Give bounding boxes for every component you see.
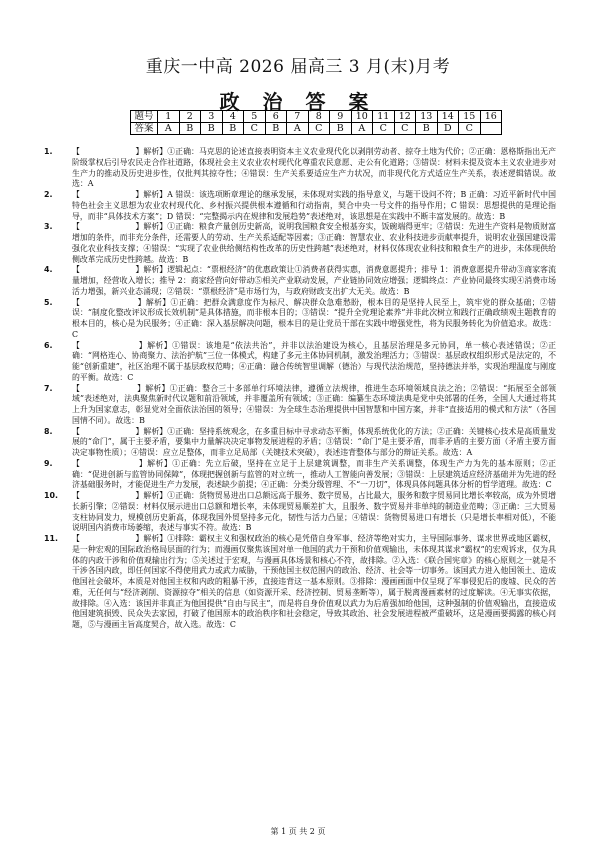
answer-cell: A <box>351 123 373 135</box>
explanation-text: 【 】解析】A 错误：该选项断章理论的继承发展，未体现对实践的指导意义，与题干设问不符；B 正确：习近平新时代中国特色社会主义思想为农业农村现代化、乡村振兴提供根本遵循和行动指南，契合中央一号文件的指导作用；C 错误：思想提供的是理论指导，而非“具体技术方案”；D 错误：“完整揭示内在规律和发展趋势”表述绝对，该思想是在实践中不断丰富发展的。故选：B <box>72 190 556 221</box>
question-number-cell: 2 <box>179 111 201 123</box>
question-number: 4. <box>44 265 53 275</box>
question-number-cell: 4 <box>222 111 244 123</box>
page-title: 重庆一中高 2026 届高三 3 月(末)月考 <box>145 57 451 77</box>
explanation-text: 【 】解析】①错误：该地是“依法共治”，并非以法治建设为核心，且基层治理是多元协同，单一核心表述错误；②正确：“网格连心、协商聚力、法治护航”三位一体模式，构建了多元主体协同机制，激发治理活力；③错误：基层政权组织形式是法定的，不能“创新重建”，社区治理不属于基层政权范畴；④正确：融合传统智里调解（德治）与现代法治规范，坚持德法并举，实现治理温度与刚度的平衡。故选：C <box>72 340 556 382</box>
question-number-cell: 6 <box>265 111 287 123</box>
answer-cell: A <box>158 123 180 135</box>
explanation-text: 【 】解析】①正确：马克思的论述直接表明资本主义农业现代化以剥削劳动者、掠夺土地为代价；②正确：恩格斯指出无产阶级掌权后引导农民走合作社道路，体现社会主义农业农村现代化尊重农民意愿、走公有化道路；③错误：材料未提及资本主义农业进步对生产力的推动及历史进步性，仅批判其掠夺性；④错误：生产关系要适应生产力状况，而非现代化方式适应生产关系，表述逻辑错误。故选：A <box>72 147 556 189</box>
answer-table-label: 答案 <box>131 123 158 135</box>
question-explanation-5 <box>44 298 556 341</box>
question-explanation-6 <box>44 341 556 384</box>
question-explanation-11 <box>44 534 556 631</box>
explanation-text: 【 】解析】①正确：整合三十多部单行环境法律，遵循立法规律，推进生态环境领域良法之治；②错误：“拓展至全部领域”表述绝对，法典聚焦新时代议题和前沿领域，并非覆盖所有领域；③正确：编纂生态环境法典是党中央部署的任务，全国人大通过将其上升为国家意志，彰显党对全面依法治国的领导；④错误：为全球生态治理提供中国智慧和中国方案，并非“直接适用的模式和方法”（各国国情不同）。故选：B <box>72 383 556 425</box>
question-number-cell: 11 <box>373 111 395 123</box>
explanation-text: 【 】解析】①正确：把群众满意度作为标尺、解决群众急难愁盼，根本目的是坚持人民至上，筑牢党的群众基础；②错误：“制度化整改评议形成长效机制”是具体措施，而非根本目的；③错误：“提升全党理论素养”并非此次树立和践行正确政绩观主题教育的根本目的，核心是为民服务；④正确：深入基层解决问题，根本目的是让党员干部在实践中增强党性，将为民服务转化为价值追求。故选：C <box>72 297 556 339</box>
question-explanation-7 <box>44 384 556 427</box>
question-number-cell: 10 <box>351 111 373 123</box>
question-number: 2. <box>44 190 53 199</box>
answer-cell: C <box>308 123 330 135</box>
answer-cell: C <box>244 123 266 135</box>
question-number-cell: 5 <box>244 111 266 123</box>
explanation-text: 【 】解析】①排除：霸权主义和强权政治的核心是凭借自身军事、经济等绝对实力，主导国际事务、谋求世界或地区霸权，是一种宏观的国际政治格局层面的行为；而漫画仅聚焦该国对单一他国的武力干预和价值观输出，未体现其谋求“霸权”的宏观诉求，仅为具体的内政干涉和价值观输出行为；⑤关述过于宏观，与漫画具体场景和核心不符，故排除。②入选：《联合国宪章》的核心原则之一就是不干涉各国内政，即任何国家不得使用武力或武力威胁，干预他国主权范围内的政治、经济、社会等一切事务。该国武力进入他国领土、造成他国社会破坏，本质是对他国主权和内政的粗暴干涉，直接违背这一基本原则。③排除：漫画画面中仅呈现了军事侵犯后的废墟、民众的苦难，无任何与“经济剥削、资源掠夺”相关的信息（如资源开采、经济控制、贸易垄断等），属于脱离漫画素材的过度解读。④无事实依据，故排除。④入选：该国并非真正为他国提供“自由与民主”，而是将自身价值观以武力为后盾强加给他国，这种强制的价值观输出，直接造成他国建筑损毁、民众失去家园，打破了他国原本的政治秩序和社会稳定，导致其政治、社会发展进程被严重破坏，这是漫画要揭露的核心问题，⑤与漫画主旨高度契合，故入选。故选：C <box>72 534 556 629</box>
question-number-cell: 14 <box>437 111 459 123</box>
question-number-cell: 13 <box>416 111 438 123</box>
question-number-cell: 15 <box>459 111 481 123</box>
question-number-cell: 8 <box>308 111 330 123</box>
answer-cell: C <box>373 123 395 135</box>
explanation-text: 【 】解析】逻辑起点：“票根经济”的优惠政策让①消费者获得实惠，消费意愿提升；排导 1：消费意愿提升带动③商家客流量增加，经营收入增长；推导 2：商家经营向好带动⑤相关产业联动发展，产业链协同效应增强；逻辑终点：产业协同最终实现④消费市场活力增强，新兴业态涌现；②错误：“票根经济”是市场行为，与政府财政支出扩大无关。故选：B <box>72 265 556 296</box>
question-number: 5. <box>44 297 53 307</box>
answer-table-label: 题号 <box>131 111 158 123</box>
answer-explanations <box>44 147 556 631</box>
answer-cell: B <box>330 123 352 135</box>
answer-table-answers-row <box>131 123 502 135</box>
subject-title: 政 治 答 案 <box>219 90 377 114</box>
question-explanation-9 <box>44 459 556 491</box>
explanation-text: 【 】解析】①正确：先立后破，坚持在立足于上层建筑调整，而非生产关系调整，体现生产力为先的基本原则；②正确：“促进创新与监管协同保障”，体现把握创新与监管的对立统一，推动人工智能向善发展；③错误：上层建筑适应经济基础并为先进的经济基础服务时，才能促进生产力发展，表述缺少前提；④正确：分类分级管理、不“一刀切”，体现具体问题具体分析的哲学道理。故选：C <box>72 458 556 490</box>
answer-cell: A <box>287 123 309 135</box>
question-number: 11. <box>44 534 58 543</box>
answer-cell: B <box>179 123 201 135</box>
question-number: 8. <box>44 426 53 436</box>
question-explanation-10 <box>44 491 556 534</box>
answer-cell <box>480 123 502 135</box>
answer-table-numbers-row <box>131 111 502 123</box>
question-number: 9. <box>44 458 53 468</box>
question-number-cell: 12 <box>394 111 416 123</box>
question-number-cell: 3 <box>201 111 223 123</box>
question-number: 6. <box>44 340 53 350</box>
answer-cell: B <box>201 123 223 135</box>
question-explanation-2 <box>44 190 556 222</box>
answer-table <box>130 110 502 135</box>
explanation-text: 【 】解析】①正确：粮食产量创历史新高，说明我国粮食安全根基夯实，饭碗端得更牢；②错误：先进生产资料是物质财富增加的条件，而非充分条件，还需要人的劳动、生产关系适配等因素；③正确：智慧农业、农业科技进步贡献率提升，说明农业强国建设需强化农业科技支撑；④错误：“实现了农业供给侧结构性改革的历史性跨越”表述绝对，材料仅体现农业科技和粮食生产的进步，未体现供给侧改革完成历史性跨越。故选：B <box>72 222 556 264</box>
question-explanation-3 <box>44 222 556 265</box>
question-number: 3. <box>44 222 53 232</box>
question-number-cell: 16 <box>480 111 502 123</box>
question-number: 1. <box>44 147 53 156</box>
answer-cell: B <box>416 123 438 135</box>
answer-cell: C <box>394 123 416 135</box>
explanation-text: 【 】解析】①正确：坚持系统观念，在多重目标中寻求动态平衡，体现系统优化的方法；②正确：关键核心技术是高质量发展的“命门”，属于主要矛盾，要集中力量解决决定事物发展进程的矛盾；③错误：“命门”是主要矛盾，而非矛盾的主要方面（矛盾主要方面决定事物性质）；④错误：应立足整体，而非立足局部（关键技术突破），表述违背整体与部分的辩证关系。故选：A <box>72 426 556 457</box>
question-number-cell: 7 <box>287 111 309 123</box>
question-number: 7. <box>44 383 53 393</box>
question-number: 10. <box>44 491 58 500</box>
answer-cell: C <box>459 123 481 135</box>
question-explanation-8 <box>44 427 556 459</box>
answer-cell: D <box>437 123 459 135</box>
page-footer: 第 1 页 共 2 页 <box>270 827 326 836</box>
question-explanation-4 <box>44 265 556 297</box>
answer-cell: B <box>265 123 287 135</box>
question-number-cell: 1 <box>158 111 180 123</box>
explanation-text: 【 】解析】①正确：货物贸易进出口总额远高于服务、数字贸易，占比最大，服务和数字贸易同比增长率较高，成为外贸增长新引擎；②错误：材料仅展示进出口总额和增长率，未体现贸易顺差扩大，且服务、数字贸易并非单纯的制造业范畴；③正确：三大贸易支柱协同发力，规模创历史新高，体现我国外贸坚持多元化，韧性与活力凸显；④错误：货物贸易进口有增长（只是增长率相对低），不能说明国内消费市场萎缩，表述与事实不符。故选：B <box>72 491 556 533</box>
question-explanation-1 <box>44 147 556 190</box>
answer-cell: B <box>222 123 244 135</box>
question-number-cell: 9 <box>330 111 352 123</box>
